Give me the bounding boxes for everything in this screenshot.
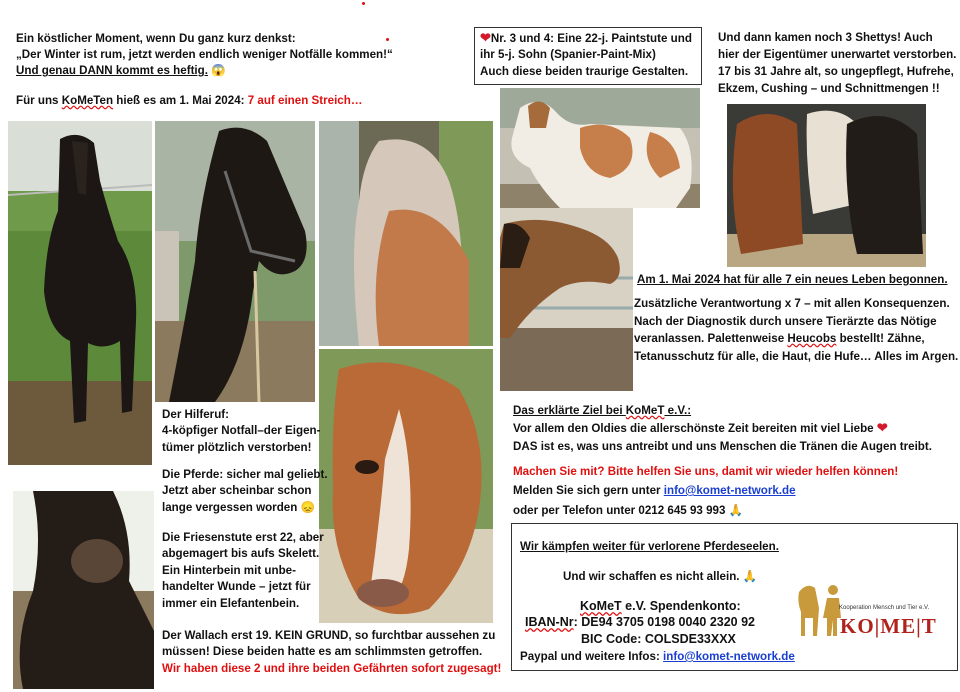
shettys-line-2: hier der Eigentümer unerwartet verstorben. [718,48,957,61]
shettys-photo [727,104,926,267]
friesen-line-1: Die Friesenstute erst 22, aber [162,531,324,544]
intro-line-3 [16,63,226,79]
ziel-heading-c: e.V.: [664,404,692,417]
verantwortung-line-2: Nach der Diagnostik durch unsere Tierärzte das Nötige [634,314,937,328]
verantwortung-line-4: Tetanusschutz für alle, die Haut, die Hufe… Alles im Argen. [634,349,959,363]
paypal-email-link[interactable]: info@komet-network.de [663,650,795,663]
verantwortung-line-1: Zusätzliche Verantwortung x 7 – mit allen Konsequenzen. [634,297,950,310]
paint-mare-photo [500,88,700,208]
ziel-heading-b: KoMeT [625,404,665,417]
verantwortung-line-3 [634,330,958,348]
oldies-text: Vor allem den Oldies die allerschönste Zeit bereiten mit viel Liebe [513,422,874,435]
nr3-4-line-3: Auch diese beiden traurige Gestalten. [480,64,689,78]
headline-prefix: Für uns [16,94,62,107]
headline [16,93,362,109]
hilferuf-line-2: 4-köpfiger Notfall–der Eigen- [162,424,321,438]
oldies-line [513,421,888,437]
heart-icon: ❤ [480,30,491,45]
telefon-line [513,503,743,519]
friesen-block [162,530,324,612]
headline-mid: hieß es am 1. Mai 2024: [113,94,248,107]
pferde-line-2: Jetzt aber scheinbar schon [162,484,312,498]
schaffen-text: Und wir schaffen es nicht allein. [563,570,740,583]
friesian-mare-photo [8,121,152,465]
scared-face-icon: 😱 [211,64,226,77]
appeal-line: Machen Sie mit? Bitte helfen Sie uns, damit wir wieder helfen können! [513,465,899,478]
pferde-block [162,467,328,516]
wallach-line-red: Wir haben diese 2 und ihre beiden Gefährten sofort zugesagt! [162,661,502,675]
shettys-line-3: 17 bis 31 Jahre alt, so ungepflegt, Hufrehe, [718,65,954,78]
antreibt-line: DAS ist es, was uns antreibt und uns Menschen die Tränen die Augen treibt. [513,440,932,453]
kaempfen-line: Wir kämpfen weiter für verlorene Pferdeseelen. [520,540,779,553]
friesen-line-3: Ein Hinterbein mit unbe- [162,563,296,577]
bic-line: BIC Code: COLSDE33XXX [581,632,736,646]
wallach-line-1: Der Wallach erst 19. KEIN GRUND, so furchtbar aussehen zu [162,629,496,642]
telefon-text: oder per Telefon unter 0212 645 93 993 [513,504,726,517]
decorative-dot [362,2,365,5]
konto-org: KoMeT [580,599,622,613]
decorative-dot [386,38,389,41]
headline-org: KoMeTen [61,94,114,107]
wallach-block [162,628,501,677]
praying-hands-icon: 🙏 [728,504,744,517]
intro-line-2: „Der Winter ist rum, jetzt werden endlich weniger Notfälle kommen!“ [16,48,393,61]
friesen-line-5: immer ein Elefantenbein. [162,596,300,610]
nr3-4-line-1: Nr. 3 und 4: Eine 22-j. Paintstute und [490,32,692,45]
friesen-line-4: handelter Wunde – jetzt für [162,580,311,594]
friesen-line-2: abgemagert bis aufs Skelett. [162,547,320,561]
shettys-block [718,29,956,97]
intro-line-1: Ein köstlicher Moment, wenn Du ganz kurz denkst: [16,32,296,45]
verantwortung-block [634,295,958,365]
neues-leben: Am 1. Mai 2024 hat für alle 7 ein neues Leben begonnen. [637,273,948,286]
paypal-text: Paypal und weitere Infos: [520,650,664,663]
email-link[interactable]: info@komet-network.de [663,484,796,497]
nr3-4-line-1-wrap [480,31,692,47]
paypal-line [520,649,795,665]
ziel-heading [513,403,691,419]
headline-red: 7 auf einen Streich… [247,94,363,107]
hilferuf-block [162,407,320,456]
shettys-line-4: Ekzem, Cushing – und Schnittmengen !! [718,82,940,95]
praying-hands-icon: 🙏 [742,570,758,583]
dirty-horse-back-photo [319,121,493,346]
schaffen-line [563,569,757,585]
hilferuf-line-1: Der Hilferuf: [162,408,229,421]
nr3-4-text [480,31,692,80]
hilferuf-line-3: tümer plötzlich verstorben! [162,440,312,454]
logo-tagline: Kooperation Mensch und Tier e.V. [839,605,930,611]
shettys-line-1: Und dann kamen noch 3 Shettys! Auch [718,31,933,44]
heart-icon: ❤ [876,420,888,435]
black-gelding-photo [155,121,315,402]
melden-text: Melden Sie sich gern unter [513,484,664,497]
friesian-closeup-photo [13,491,154,689]
verantwortung-line-3c: bestellt! Zähne, [836,332,925,345]
iban-label: IBAN-Nr [525,615,574,629]
pferde-line-1: Die Pferde: sicher mal geliebt. [162,468,328,481]
heucobs-word: Heucobs [787,332,837,345]
konto-text: e.V. Spendenkonto: [621,599,741,613]
wallach-line-2: müssen! Diese beiden hatte es am schlimmsten getroffen. [162,645,483,659]
sad-face-icon: 😞 [300,500,315,514]
verantwortung-line-3a: veranlassen. Palettenweise [634,332,788,345]
intro-line-3-text: Und genau DANN kommt es heftig. [16,64,208,77]
pferde-line-3-wrap [162,500,328,516]
nr3-4-line-2: ihr 5-j. Sohn (Spanier-Paint-Mix) [480,48,656,62]
komet-logo [793,578,948,640]
iban-line [525,614,755,630]
bay-colt-photo [500,208,633,391]
iban-value: : DE94 3705 0198 0040 2320 92 [573,615,756,629]
logo-wordmark: KO|ME|T [840,614,937,638]
ziel-heading-a: Das erklärte Ziel bei [513,404,626,417]
pferde-line-3: lange vergessen worden [162,500,298,514]
konto-line [580,598,741,614]
chestnut-horse-head-photo [319,349,493,623]
melden-line [513,483,796,499]
